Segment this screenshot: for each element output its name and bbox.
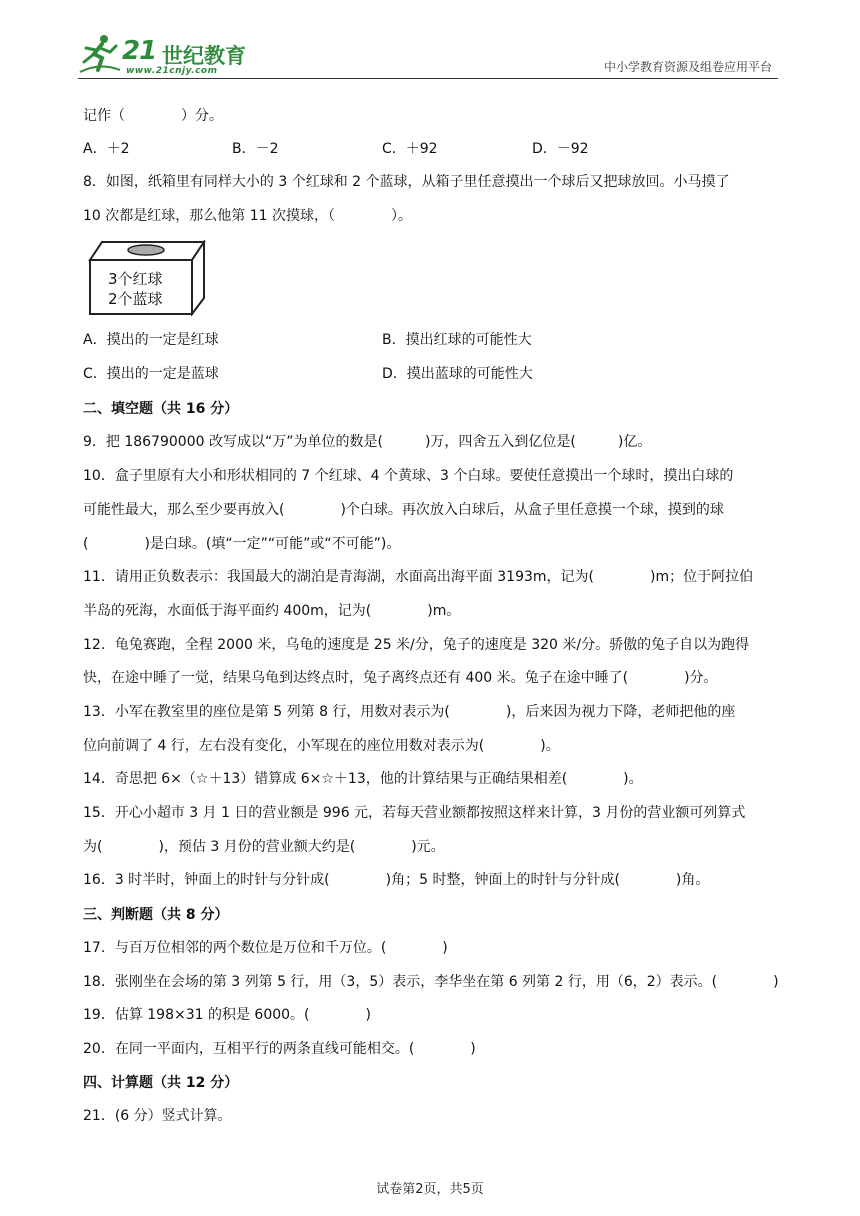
logo-text: 世纪教育 xyxy=(162,44,246,68)
site-logo xyxy=(78,30,258,78)
q7-option-b: B．－2 xyxy=(232,141,279,157)
q14: 14．奇思把 6×（☆＋13）错算成 6×☆＋13，他的计算结果与正确结果相差( )。 xyxy=(83,771,643,787)
section-calculation-title: 四、计算题（共 12 分） xyxy=(83,1075,239,1091)
section-fill-in-title: 二、填空题（共 16 分） xyxy=(83,401,239,417)
q10-line-1: 10．盒子里原有大小和形状相同的 7 个红球、4 个黄球、3 个白球。要使任意摸出一个球时，摸出白球的 xyxy=(83,468,734,484)
q12-line-2: 快，在途中睡了一觉，结果乌龟到达终点时，兔子离终点还有 400 米。兔子在途中睡了( )分。 xyxy=(83,670,718,686)
q9: 9．把 186790000 改写成以“万”为单位的数是( )万，四舍五入到亿位是( )亿。 xyxy=(83,434,652,450)
logo-number: 21 xyxy=(122,36,157,66)
q11-line-2: 半岛的死海，水面低于海平面约 400m，记为( )m。 xyxy=(83,603,461,619)
q16: 16．3 时半时，钟面上的时针与分针成( )角；5 时整，钟面上的时针与分针成( )角。 xyxy=(83,872,710,888)
q7-option-d: D．－92 xyxy=(532,141,589,157)
q17: 17．与百万位相邻的两个数位是万位和千万位。( ) xyxy=(83,940,448,956)
q15-line-1: 15．开心小超市 3 月 1 日的营业额是 996 元，若每天营业额都按照这样来计算，3 月份的营业额可列算式 xyxy=(83,805,746,821)
q19: 19．估算 198×31 的积是 6000。( ) xyxy=(83,1007,371,1023)
q7-option-a: A．＋2 xyxy=(83,141,130,157)
box-label-blue: 2个蓝球 xyxy=(108,290,163,308)
q12-line-1: 12．龟兔赛跑，全程 2000 米，乌龟的速度是 25 米/分，兔子的速度是 320 米/分。骄傲的兔子自以为跑得 xyxy=(83,637,750,653)
q13-line-1: 13．小军在教室里的座位是第 5 列第 8 行，用数对表示为( )，后来因为视力下降，老师把他的座 xyxy=(83,704,736,720)
q7-option-c: C．＋92 xyxy=(382,141,438,157)
section-judgement-title: 三、判断题（共 8 分） xyxy=(83,907,229,923)
page-header xyxy=(78,30,778,82)
q11-line-1: 11．请用正负数表示：我国最大的湖泊是青海湖，水面高出海平面 3193m，记为( )m；位于阿拉伯 xyxy=(83,569,754,585)
q10-line-2: 可能性最大，那么至少要再放入( )个白球。再次放入白球后，从盒子里任意摸一个球，摸到的球 xyxy=(83,502,724,518)
box-label-red: 3个红球 xyxy=(108,270,163,288)
q15-line-2: 为( )，预估 3 月份的营业额大约是( )元。 xyxy=(83,839,445,855)
q21: 21．(6 分）竖式计算。 xyxy=(83,1108,232,1124)
q13-line-2: 位向前调了 4 行，左右没有变化，小军现在的座位用数对表示为( )。 xyxy=(83,738,560,754)
ball-box-figure xyxy=(86,240,206,316)
platform-name: 中小学教育资源及组卷应用平台 xyxy=(603,60,772,74)
q7-tail: 记作（ ）分。 xyxy=(83,108,223,124)
q8-option-c: C．摸出的一定是蓝球 xyxy=(83,366,219,382)
q20: 20．在同一平面内，互相平行的两条直线可能相交。( ) xyxy=(83,1041,476,1057)
page-footer: 试卷第2页，共5页 xyxy=(376,1182,484,1197)
q8-option-b: B．摸出红球的可能性大 xyxy=(382,332,532,348)
q10-line-3: ( )是白球。(填“一定”“可能”或“不可能”)。 xyxy=(83,536,401,552)
header-divider xyxy=(78,78,778,79)
q8-option-d: D．摸出蓝球的可能性大 xyxy=(382,366,533,382)
q8-line-1: 8．如图，纸箱里有同样大小的 3 个红球和 2 个蓝球，从箱子里任意摸出一个球后又把球放回。小马摸了 xyxy=(83,174,730,190)
logo-url: www.21cnjy.com xyxy=(126,66,218,76)
runner-icon xyxy=(78,32,122,76)
q18: 18．张刚坐在会场的第 3 列第 5 行，用（3，5）表示，李华坐在第 6 列第 2 行，用（6，2）表示。( ) xyxy=(83,974,779,990)
q8-line-2: 10 次都是红球，那么他第 11 次摸球，（ ）。 xyxy=(83,208,412,224)
q8-option-a: A．摸出的一定是红球 xyxy=(83,332,219,348)
